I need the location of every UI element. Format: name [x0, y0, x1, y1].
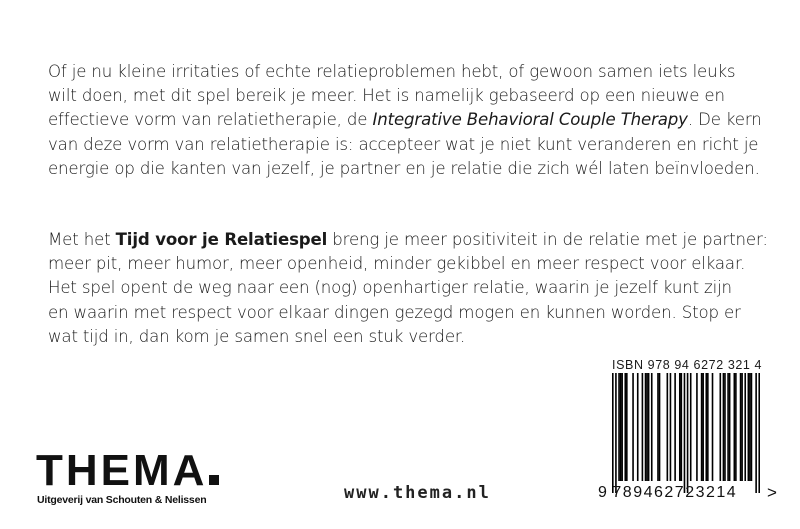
description-paragraph-1 — [48, 60, 788, 181]
text-line: Of je nu kleine irritaties of echte relatieproblemen hebt, of gewoon samen iets leuks — [48, 62, 736, 81]
barcode-bar — [701, 373, 703, 481]
therapy-name: Integrative Behavioral Couple Therapy — [372, 110, 688, 130]
barcode-bar — [632, 373, 634, 481]
barcode-bar — [751, 373, 753, 481]
text-line — [48, 228, 788, 252]
barcode-bar — [679, 373, 681, 481]
logo-wordmark: THEMA — [36, 446, 208, 495]
barcode-bar — [702, 373, 704, 481]
text-line: wat tijd in, dan kom je samen snel een stuk verder. — [48, 326, 466, 346]
barcode-bar — [758, 373, 760, 493]
barcode-bar — [624, 373, 626, 481]
barcode-bar — [735, 373, 737, 481]
description-paragraph-2 — [48, 228, 788, 349]
barcode-bar — [740, 373, 742, 481]
text-fragment: effectieve vorm van relatietherapie, de — [48, 110, 373, 130]
barcode-bar — [734, 373, 736, 481]
text-line — [48, 108, 788, 132]
barcode-bar — [615, 373, 617, 493]
barcode-bar — [727, 373, 729, 481]
barcode-bar — [748, 373, 750, 481]
barcode-bar — [707, 373, 709, 481]
barcode-bar — [667, 373, 669, 481]
barcode-bar — [690, 373, 692, 481]
isbn-label: ISBN 978 94 6272 321 4 — [612, 358, 763, 372]
barcode-bar — [642, 373, 644, 481]
barcode-bar — [646, 373, 648, 481]
barcode-bar — [705, 373, 707, 481]
quiet-zone-mark: > — [767, 483, 777, 502]
barcode-bar — [729, 373, 731, 481]
barcode-bar — [621, 373, 623, 481]
barcode-bar — [723, 373, 725, 481]
barcode-bar — [674, 373, 676, 481]
barcode-bar — [684, 373, 686, 493]
barcode-bar — [612, 373, 614, 493]
game-title: Tijd voor je Relatiespel — [115, 230, 328, 249]
barcode-bar — [618, 373, 620, 481]
text-fragment: Met het — [48, 230, 116, 249]
barcode-bar — [741, 373, 743, 481]
text-line: meer pit, meer humor, meer openheid, minder gekibbel en meer respect voor elkaar. — [48, 254, 746, 274]
barcode-bar — [670, 373, 672, 481]
barcode-bar — [648, 373, 650, 481]
text-fragment: . De kern — [687, 110, 762, 130]
publisher-logo — [36, 446, 219, 495]
text-line: wilt doen, met dit spel bereik je meer. Het is namelijk gebaseerd op een nieuwe en — [48, 86, 725, 106]
barcode-bar — [755, 373, 757, 493]
barcode-bar — [620, 373, 622, 481]
barcode-bar — [744, 373, 746, 481]
publisher-tagline: Uitgeverij van Schouten & Nelissen — [37, 494, 207, 506]
text-line: van deze vorm van relatietherapie is: accepteer wat je niet kunt veranderen en richt je — [48, 134, 759, 154]
barcode-bar — [651, 373, 653, 481]
isbn-barcode — [612, 373, 760, 493]
text-line: Het spel opent de weg naar een (nog) openhartiger relatie, waarin je jezelf kunt zijn — [48, 278, 732, 298]
barcode-bar — [696, 373, 698, 481]
text-line: energie op die kanten van jezelf, je partner en je relatie die zich wél laten beïnvloeden. — [48, 158, 760, 178]
text-fragment: breng je meer positiviteit in de relatie met je partner: — [327, 230, 768, 249]
barcode-first-digit: 9 — [598, 484, 609, 501]
barcode-bar — [719, 373, 721, 481]
barcode-digit-group: 789462723214 — [612, 484, 738, 501]
barcode-bar — [724, 373, 726, 481]
barcode-bar — [645, 373, 647, 481]
logo-dot — [209, 475, 219, 485]
barcode-bar — [687, 373, 689, 493]
barcode-bar — [712, 373, 714, 481]
barcode-bar — [657, 373, 659, 481]
barcode-digits — [598, 484, 737, 502]
publisher-website: www.thema.nl — [344, 483, 491, 503]
barcode-bar — [626, 373, 628, 481]
text-line: en waarin met respect voor elkaar dingen gezegd mogen en kunnen worden. Stop er — [48, 302, 741, 322]
barcode-bar — [659, 373, 661, 481]
barcode-bar — [749, 373, 751, 481]
barcode-bar — [681, 373, 683, 481]
barcode-bar — [637, 373, 639, 481]
